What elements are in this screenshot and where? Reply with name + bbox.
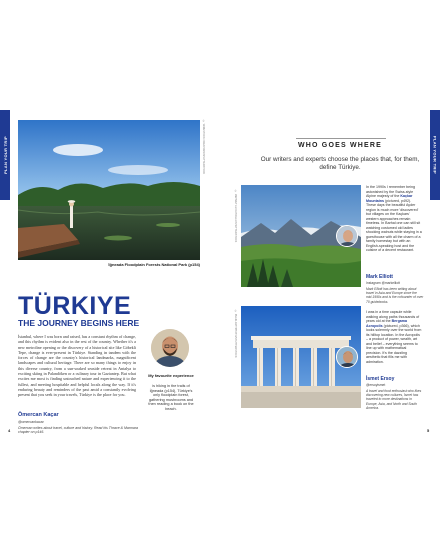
entry-1-text-after: (pictured, p492). These days the beautiful Ayder region is much more 'discovered' but villages on the Kaçkars' western approaches remain timeless. In Barhal one can still sit watching costumed old ladies shocking walnuts while staying in a guesthouse with all the charm of a family homestay but with an English-speaking host and the cuisine of a decent restaurant. xyxy=(366,198,422,252)
side-tab-right xyxy=(430,110,440,200)
hero-photo-floodplain-forest xyxy=(18,120,200,260)
entry-1-name: Mark Elliott xyxy=(366,274,393,280)
author-bio: Ömercan writes about travel, culture and history. Read his Thrace & Marmara chapter on p146. xyxy=(18,426,138,435)
author-handle: @omercankacar xyxy=(18,420,44,424)
heading-rule xyxy=(296,138,386,139)
ruins-photo-credit: © PEAKLIGHTPHOTO/SHUTTERSTOCK xyxy=(234,310,237,358)
entry-1-handle: Instagram @markelliott xyxy=(366,281,400,285)
section-intro: Our writers and experts choose the places that, for them, define Türkiye. xyxy=(260,156,420,171)
section-heading: WHO GOES WHERE xyxy=(297,142,383,149)
entry-2-bio: A travel and food enthusiast who likes discovering new cultures, İsmet has traveled to more destinations in Europe, Asia, and North and South America. xyxy=(366,389,422,410)
page-subtitle: THE JOURNEY BEGINS HERE xyxy=(18,318,140,328)
author-name: Ömercan Kaçar xyxy=(18,412,59,418)
entry-1-highlight: Kaçkar Mountains xyxy=(366,194,413,203)
hero-photo-credit: © WIRESTOCK CREATORS/SHUTTERSTOCK xyxy=(202,120,205,175)
entry-2-highlight: Bergama Acropolis xyxy=(366,319,407,328)
page-number-left: 4 xyxy=(8,428,11,433)
page-number-right: 5 xyxy=(427,428,430,433)
entry-1-text xyxy=(366,185,422,253)
page-title: TÜRKIYE xyxy=(18,292,132,320)
author-portrait-avatar xyxy=(151,329,189,367)
entry-2-text-before: I was in a time capsule while walking along paths thousands of years old at the xyxy=(366,310,420,323)
forest-lake-illustration xyxy=(18,120,200,260)
favourite-experience-text: is hiking in the trails of İğneada (p154), Türkiye's only floodplain forest, gathering mushrooms and then reading a book on the beach. xyxy=(148,384,194,411)
mountain-photo-credit: © MEHMET ALI KATOGLU/SHUTTERSTOCK xyxy=(234,190,237,243)
side-tab-right-label: PLAN YOUR TRIP xyxy=(432,136,438,174)
author-portrait xyxy=(151,329,189,367)
mark-elliott-avatar xyxy=(336,225,358,247)
side-tab-left-label: PLAN YOUR TRIP xyxy=(2,136,8,174)
entry-2-text-after: (pictured, p366), which looks solemnly over the world from its hilltop location. In the Acropolis – a product of power, wealth, art and belief – everything seems to line up with mathematical precision. It's the dazzling aesthetic that fills me with admiration. xyxy=(366,323,422,364)
intro-paragraph: İstanbul, where I was born and raised, has a constant rhythm of change, and this rhythm is evident also in the rest of the country. Whether it's a new metroline opening or the discovery of a historical site like Göbekli Tepe, change is ever-present in Türkiye. Standing in tandem with the forces of change are the country's historical landmarks, magnificent landscapes and cultural heritage. There are so many things to enjoy in this diverse country, from a sun-soaked seaside retreat in Antalya to exciting skiing in Palandöken or a culinary tour in Gaziantep. But what excites me most is finding untouched nature and experiencing it to the fullest, and meeting hospitable and helpful locals along the way. If it's enduring beauty and reminders of the past amid a constantly evolving present that you seek in your travels, Türkiye is the place for you. xyxy=(18,334,136,398)
entry-2-text xyxy=(366,310,422,364)
entry-2-name: İsmet Ersoy xyxy=(366,376,395,382)
favourite-experience-label: My favourite experience xyxy=(148,373,194,378)
side-tab-left xyxy=(0,110,10,200)
ismet-ersoy-avatar xyxy=(336,346,358,368)
hero-photo-caption: İğneada Floodplain Forests National Park (p154) xyxy=(108,262,200,267)
entry-2-handle: @ersoyismet xyxy=(366,383,386,387)
entry-1-text-before: In the 1990s I remember being astonished by the Swiss-style Alpine majesty of the xyxy=(366,185,415,198)
entry-1-bio: Mark Elliott has been writing about travel in Asia and Europe since the mid-1990s and is the cofounder of over 70 guidebooks. xyxy=(366,287,424,304)
